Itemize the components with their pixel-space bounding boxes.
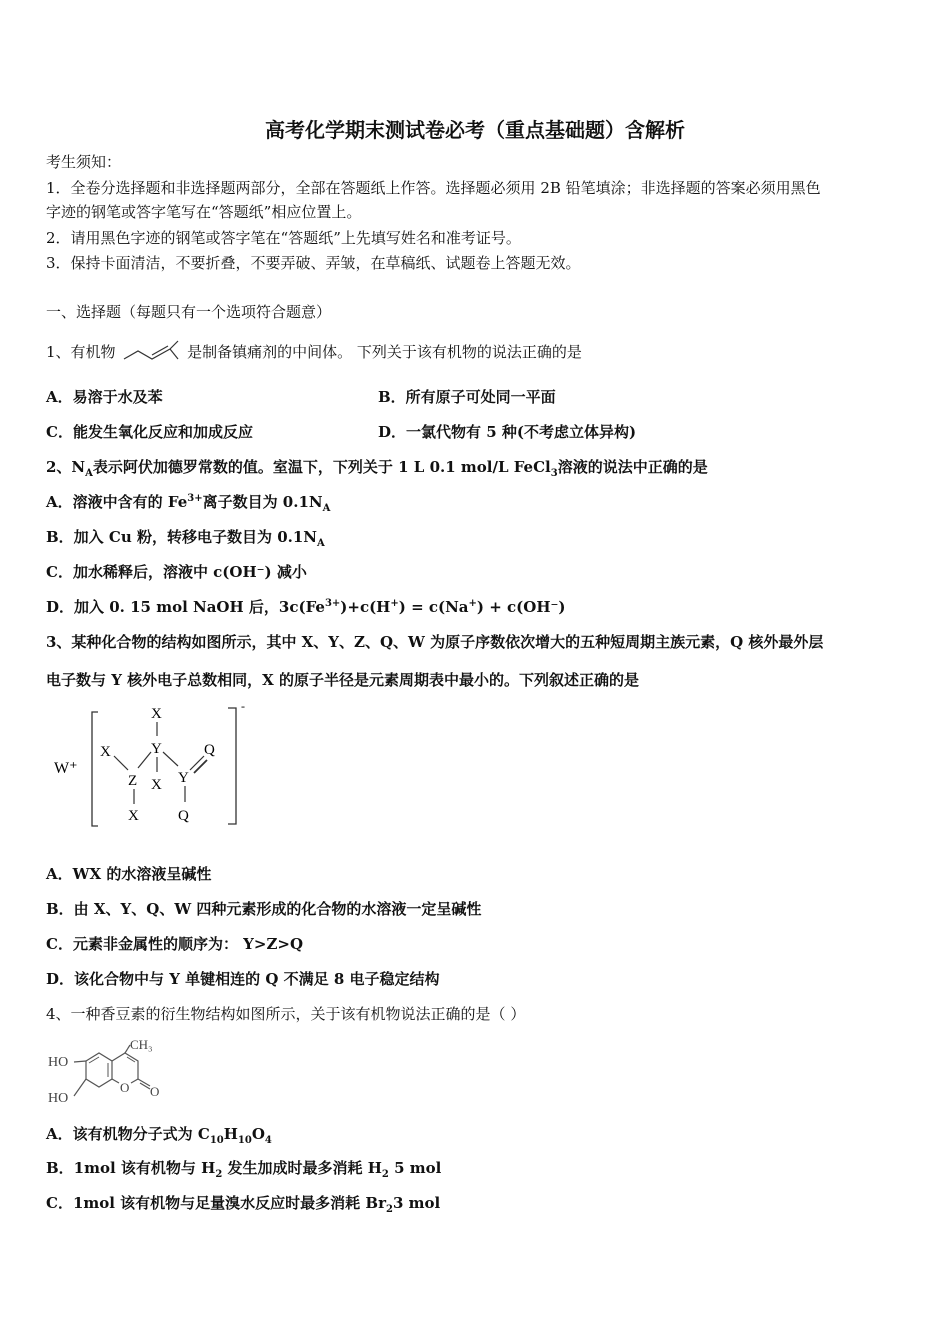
q4-a-s3: 4: [264, 1135, 272, 1146]
q4-a-s1: 10: [209, 1135, 224, 1146]
q4-a-s2: 10: [237, 1135, 252, 1146]
question-1-stem: [46, 339, 582, 367]
q3-atom-y-center: Y: [151, 741, 162, 757]
q2-d-p2: )+c(H: [340, 598, 391, 616]
q4-methyl: CH₃: [130, 1037, 153, 1052]
q4-a-p1: A．该有机物分子式为 C: [46, 1125, 210, 1143]
q3-atom-q-right: Q: [204, 742, 215, 758]
q3-option-a: [46, 864, 211, 884]
notice-item-3: 3．保持卡面清洁，不要折叠，不要弄破、弄皱，在草稿纸、试题卷上答题无效。: [46, 254, 581, 272]
q4-coumarin-structure: [46, 1036, 186, 1110]
q3-a-text: A．WX 的水溶液呈碱性: [46, 865, 212, 883]
q4-c-s1: 2: [385, 1204, 393, 1215]
q1-stem-a: 1、有机物: [46, 343, 116, 361]
q2-a-p2: 离子数目为 0.1N: [202, 493, 323, 511]
q4-option-c: [46, 1193, 440, 1213]
q3-c-text: C．元素非金属性的顺序为： Y>Z>Q: [46, 935, 304, 953]
q2-option-b: [46, 527, 325, 547]
q2-b-p1: B．加入 Cu 粉，转移电子数目为 0.1N: [46, 528, 317, 546]
notice-item-1a: 1．全卷分选择题和非选择题两部分，全部在答题纸上作答。选择题必须用 2B 铅笔填涂；非选择题的答案必须用黑色: [46, 179, 821, 197]
q3-option-b: [46, 899, 481, 919]
q2-d-sup2: +: [390, 598, 399, 609]
q3-option-d: [46, 969, 440, 989]
q2-a-sub: A: [322, 503, 331, 514]
q4-a-p3: O: [251, 1125, 265, 1143]
q3-cation: W⁺: [54, 760, 78, 777]
q3-atom-x-top: X: [151, 706, 162, 722]
q1-option-d-text: D．一氯代物有 5 种(不考虑立体异构): [378, 423, 637, 441]
q4-ho-top: HO: [48, 1055, 69, 1070]
q4-option-b: [46, 1158, 441, 1178]
q1-option-d: [378, 422, 636, 442]
q2-a-p1: A．溶液中含有的 Fe: [46, 493, 188, 511]
q3-atom-x-left: X: [100, 744, 111, 760]
q4-b-p2: 发生加成时最多消耗 H: [222, 1159, 382, 1177]
question-4-stem: 4、一种香豆素的衍生物结构如图所示，关于该有机物说法正确的是（ ）: [46, 1005, 526, 1023]
q1-option-b: [378, 387, 556, 407]
q1-option-a-text: A．易溶于水及苯: [46, 388, 163, 406]
q2-stem-p2: 表示阿伏加德罗常数的值。室温下，下列关于 1 L 0.1 mol/L FeCl: [92, 458, 551, 476]
q3-atom-x-mid: X: [151, 777, 162, 793]
q2-stem-p1: 2、N: [46, 458, 86, 476]
q4-b-s2: 2: [381, 1169, 389, 1180]
q4-b-p1: B．1mol 该有机物与 H: [46, 1159, 216, 1177]
q1-option-c-text: C．能发生氧化反应和加成反应: [46, 423, 253, 441]
q3-b-text: B．由 X、Y、Q、W 四种元素形成的化合物的水溶液一定呈碱性: [46, 900, 482, 918]
page-title: 高考化学期末测试卷必考（重点基础题）含解析: [265, 118, 685, 142]
q3-atom-z: Z: [128, 773, 138, 789]
q2-option-a: [46, 492, 330, 512]
q2-stem-sub: A: [85, 468, 93, 479]
q3-atom-x-bottom: X: [128, 808, 139, 824]
notice-heading: 考生须知：: [46, 153, 122, 171]
q1-option-b-text: B．所有原子可处同一平面: [378, 388, 556, 406]
q2-c-text: C．加水稀释后，溶液中 c(OH⁻) 减小: [46, 563, 307, 581]
q4-ring-oxygen: O: [120, 1080, 130, 1095]
q3-option-c: [46, 934, 303, 954]
q2-d-sup3: +: [468, 598, 477, 609]
q2-d-p3: ) = c(Na: [398, 598, 469, 616]
question-3-stem-a: 3、某种化合物的结构如图所示，其中 X、Y、Z、Q、W 为原子序数依次增大的五种短周期主族元素，Q 核外最外层: [46, 633, 824, 651]
q2-b-sub: A: [317, 538, 325, 549]
q2-option-d: [46, 597, 566, 617]
q2-d-sup1: 3+: [324, 598, 341, 609]
q3-atom-q-bottom: Q: [178, 808, 189, 824]
q2-d-p1: D．加入 0. 15 mol NaOH 后，3c(Fe: [46, 598, 325, 616]
notice-item-1b: 字迹的钢笔或答字笔写在“答题纸”相应位置上。: [46, 203, 362, 221]
q2-stem-p3: 溶液的说法中正确的是: [557, 458, 708, 476]
q3-d-text: D．该化合物中与 Y 单键相连的 Q 不满足 8 电子稳定结构: [46, 970, 440, 988]
q1-option-c: [46, 422, 253, 442]
q4-c-p1: C．1mol 该有机物与足量溴水反应时最多消耗 Br: [46, 1194, 386, 1212]
q4-ho-bottom: HO: [48, 1091, 69, 1106]
notice-item-2: 2．请用黑色字迹的钢笔或答字笔在“答题纸”上先填写姓名和准考证号。: [46, 229, 521, 247]
q1-stem-b: 是制备镇痛剂的中间体。 下列关于该有机物的说法正确的是: [187, 343, 582, 361]
q1-skeletal-structure: [122, 339, 180, 367]
q3-charge: -: [241, 700, 245, 713]
q4-keto-oxygen: O: [150, 1084, 160, 1099]
q4-c-p2: 3 mol: [392, 1194, 441, 1212]
q2-stem-sub2: 3: [550, 468, 558, 479]
q4-option-a: [46, 1124, 272, 1144]
question-2-stem: [46, 457, 708, 477]
q2-option-c: [46, 562, 307, 582]
q4-b-s1: 2: [215, 1169, 223, 1180]
q2-a-sup: 3+: [187, 493, 203, 504]
q2-d-p4: ) + c(OH⁻): [476, 598, 566, 616]
q3-structure-diagram: [48, 700, 268, 840]
q4-b-p3: 5 mol: [388, 1159, 442, 1177]
q4-a-p2: H: [223, 1125, 238, 1143]
question-3-stem-b: 电子数与 Y 核外电子总数相同，X 的原子半径是元素周期表中最小的。下列叙述正确的是: [46, 671, 640, 689]
q3-atom-y-right: Y: [178, 770, 189, 786]
section-heading: 一、选择题（每题只有一个选项符合题意）: [46, 303, 332, 321]
q1-option-a: [46, 387, 163, 407]
